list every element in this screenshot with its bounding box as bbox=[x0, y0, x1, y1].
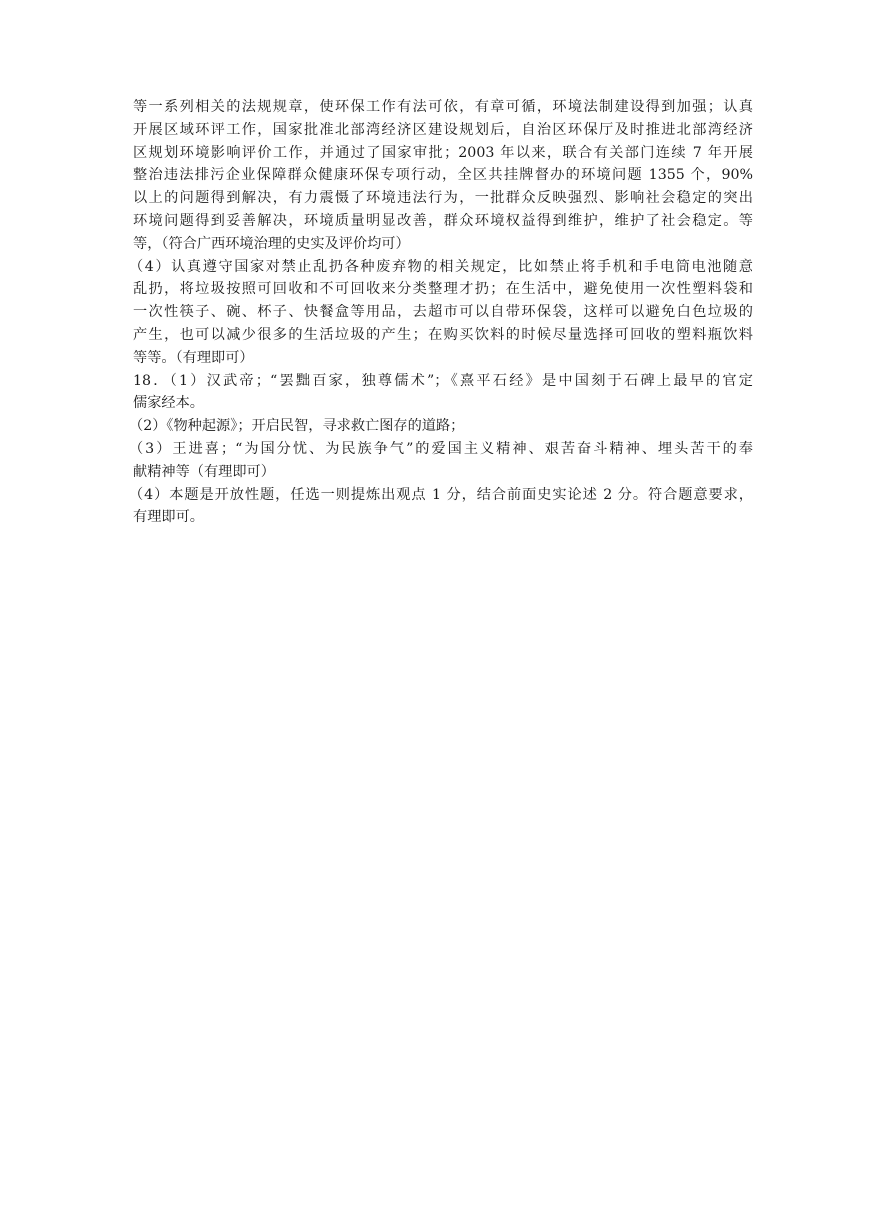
text-line: 开展区域环评工作，国家批准北部湾经济区建设规划后，自治区环保厅及时推进北部湾经济 bbox=[133, 121, 753, 138]
document-body bbox=[129, 96, 753, 529]
text-line: 等一系列相关的法规规章，使环保工作有法可依，有章可循，环境法制建设得到加强；认真 bbox=[133, 99, 753, 115]
text-line: 一次性筷子、碗、杯子、快餐盒等用品，去超市可以自带环保袋，这样可以避免白色垃圾的 bbox=[133, 304, 753, 321]
text-line: 儒家经本。 bbox=[133, 395, 204, 412]
answer-18-part-2 bbox=[129, 415, 753, 438]
text-line: 有理即可。 bbox=[133, 509, 204, 526]
paragraph-waste-disposal bbox=[129, 256, 753, 370]
text-line: （4）认真遵守国家对禁止乱扔各种废弃物的相关规定，比如禁止将手机和手电筒电池随意 bbox=[129, 258, 753, 275]
text-line: （4）本题是开放性题，任选一则提炼出观点 1 分，结合前面史实论述 2 分。符合题意要求， bbox=[129, 486, 753, 503]
text-line: 乱扔，将垃圾按照可回收和不可回收来分类整理才扔；在生活中，避免使用一次性塑料袋和 bbox=[133, 281, 753, 298]
text-line: 献精神等（有理即可） bbox=[133, 463, 275, 480]
text-line: 等，（符合广西环境治理的史实及评价均可） bbox=[133, 235, 410, 252]
text-line: 以上的问题得到解决，有力震慑了环境违法行为，一批群众反映强烈、影响社会稳定的突出 bbox=[133, 190, 753, 207]
text-line: （3）王进喜；“为国分忧、为民族争气”的爱国主义精神、艰苦奋斗精神、埋头苦干的奉 bbox=[129, 440, 753, 457]
text-line: （2）《物种起源》；开启民智，寻求救亡图存的道路； bbox=[129, 418, 465, 435]
paragraph-environment-governance bbox=[133, 96, 753, 256]
answer-18-part-3 bbox=[129, 438, 753, 484]
answer-18-part-1 bbox=[133, 370, 753, 416]
text-line: 整治违法排污企业保障群众健康环保专项行动，全区共挂牌督办的环境问题 1355 个，90% bbox=[133, 167, 753, 184]
text-line: 等等。（有理即可） bbox=[133, 349, 254, 366]
text-line: 区规划环境影响评价工作，并通过了国家审批；2003 年以来，联合有关部门连续 7 年开展 bbox=[133, 144, 753, 161]
answer-18-part-4 bbox=[129, 484, 753, 530]
text-line: 18．（1）汉武帝；“罢黜百家，独尊儒术”；《熹平石经》是中国刻于石碑上最早的官定 bbox=[133, 372, 753, 389]
text-line: 环境问题得到妥善解决，环境质量明显改善，群众环境权益得到维护，维护了社会稳定。等 bbox=[133, 212, 753, 229]
text-line: 产生，也可以减少很多的生活垃圾的产生；在购买饮料的时候尽量选择可回收的塑料瓶饮料 bbox=[133, 326, 753, 343]
